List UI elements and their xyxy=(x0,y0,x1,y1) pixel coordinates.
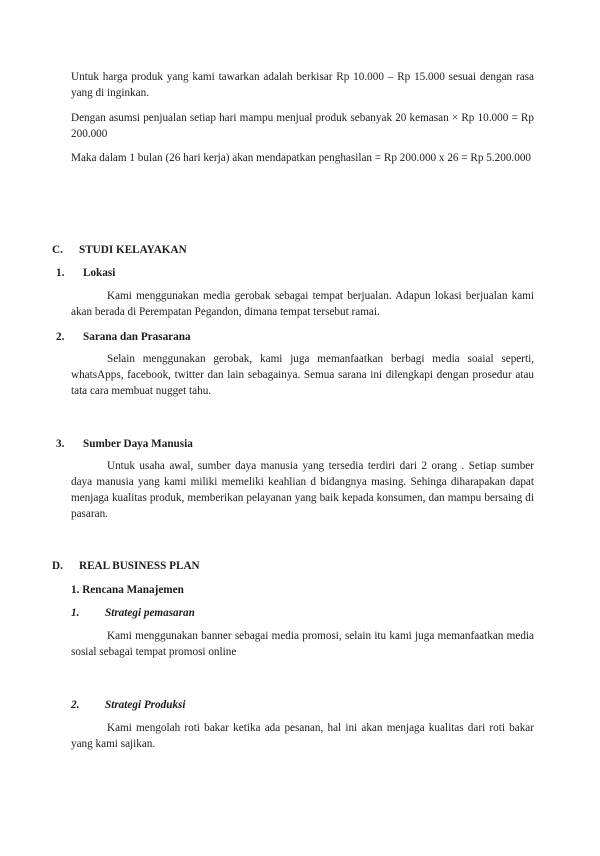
section-c-letter: C. xyxy=(52,244,63,256)
subheading-lokasi xyxy=(56,265,115,281)
subheading-rencana-manajemen: 1. Rencana Manajemen xyxy=(71,584,184,596)
paragraph-sdm: Untuk usaha awal, sumber daya manusia yang tersedia terdiri dari 2 orang . Setiap sumber daya manusia yang kami miliki memeliki keahlian d bidangnya masing. Sehinga diharapakan dapat menjaga kualitas produk, memberikan pelayanan yang baik kepada konsumen, dan mampu bersaing di pasaran. xyxy=(71,460,534,520)
paragraph-strategi-produksi: Kami mengolah roti bakar ketika ada pesanan, hal ini akan menjaga kualitas dari roti bakar yang kami sajikan. xyxy=(71,722,534,750)
subheading-strategi-produksi xyxy=(71,697,186,713)
subheading-sarana xyxy=(56,329,191,345)
section-d-heading xyxy=(52,558,200,574)
subheading-title: Strategi pemasaran xyxy=(105,607,195,619)
subheading-title: Strategi Produksi xyxy=(105,699,186,711)
section-d-title: REAL BUSINESS PLAN xyxy=(79,560,200,572)
subheading-strategi-pemasaran xyxy=(71,605,195,621)
paragraph-monthly-income: Maka dalam 1 bulan (26 hari kerja) akan mendapatkan penghasilan = Rp 200.000 x 26 = Rp 5.200.000 xyxy=(71,152,532,164)
paragraph-sarana: Selain menggunakan gerobak, kami juga memanfaatkan berbagi media soaial seperti, whatsApps, facebook, twitter dan lain sebagainya. Semua sarana ini dilengkapi dengan prosedur atau tata cara membuat nugget tahu. xyxy=(71,353,534,397)
subheading-sdm xyxy=(56,436,193,452)
paragraph-price-range: Untuk harga produk yang kami tawarkan adalah berkisar Rp 10.000 – Rp 15.000 sesuai dengan rasa yang di inginkan. xyxy=(71,71,534,99)
subheading-number: 3. xyxy=(56,438,65,450)
paragraph-daily-sales: Dengan asumsi penjualan setiap hari mampu menjual produk sebanyak 20 kemasan × Rp 10.000 = Rp 200.000 xyxy=(71,112,534,140)
subheading-number: 2. xyxy=(56,331,65,343)
section-d-letter: D. xyxy=(52,560,63,572)
section-c-heading xyxy=(52,242,187,258)
subheading-number: 2. xyxy=(71,699,80,711)
subheading-number: 1. xyxy=(56,267,65,279)
subheading-number: 1. xyxy=(71,607,80,619)
section-c-title: STUDI KELAYAKAN xyxy=(79,244,187,256)
paragraph-lokasi: Kami menggunakan media gerobak sebagai tempat berjualan. Adapun lokasi berjualan kami akan berada di Perempatan Pegandon, dimana tempat tersebut ramai. xyxy=(71,290,534,318)
paragraph-strategi-pemasaran: Kami menggunakan banner sebagai media promosi, selain itu kami juga memanfaatkan media sosial sebagai tempat promosi online xyxy=(71,630,534,658)
subheading-title: Sumber Daya Manusia xyxy=(83,438,193,450)
subheading-title: Sarana dan Prasarana xyxy=(83,331,191,343)
subheading-title: Lokasi xyxy=(83,267,116,279)
